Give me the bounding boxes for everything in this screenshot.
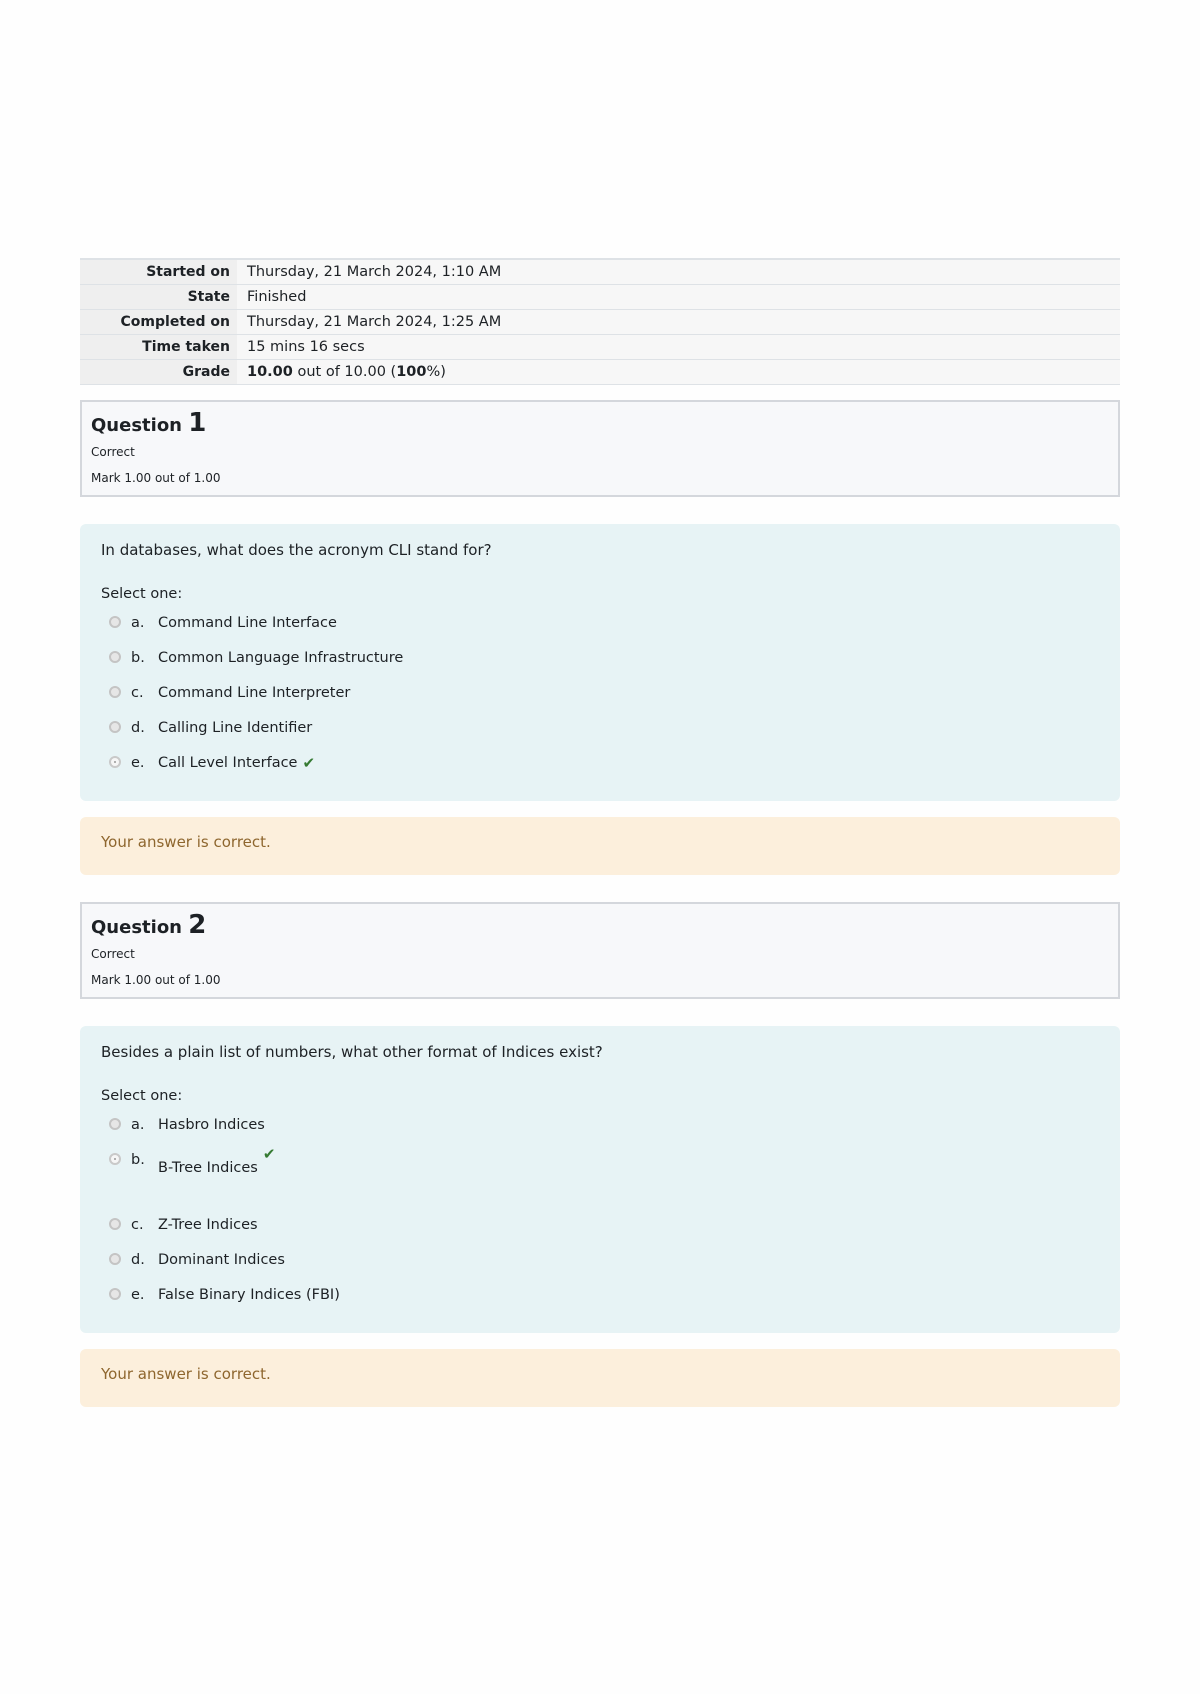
option-letter: b. [131, 650, 145, 666]
answer-feedback-1: Your answer is correct. [80, 817, 1120, 875]
grade-value [237, 360, 1120, 385]
summary-row-grade [80, 360, 1120, 385]
summary-row-started [80, 259, 1120, 285]
correct-check-icon: ✔ [262, 1145, 276, 1163]
question-word: Question [91, 415, 182, 436]
summary-row-completed [80, 310, 1120, 335]
answer-option-b[interactable] [101, 648, 1099, 668]
option-letter: c. [131, 1217, 144, 1233]
grade-out-of: out of 10.00 ( [292, 364, 397, 380]
answer-option-c[interactable] [101, 1215, 1099, 1235]
summary-label: Started on [80, 259, 237, 285]
grade-percent-suffix: %) [426, 364, 446, 380]
option-label: Call Level Interface [158, 755, 298, 771]
option-letter: c. [131, 685, 144, 701]
option-label: B-Tree Indices [158, 1160, 258, 1176]
question-mark: Mark 1.00 out of 1.00 [91, 973, 221, 987]
answer-option-d[interactable] [101, 718, 1099, 738]
answer-option-e[interactable] [101, 753, 1099, 773]
option-label: Common Language Infrastructure [158, 650, 404, 666]
question-mark: Mark 1.00 out of 1.00 [91, 471, 221, 485]
answer-prompt: Select one: [101, 1088, 183, 1104]
radio-button[interactable] [109, 616, 121, 628]
option-label: Dominant Indices [158, 1252, 285, 1268]
question-formulation-2 [80, 1026, 1120, 1333]
question-number: 2 [188, 910, 207, 940]
option-letter: b. [131, 1152, 145, 1168]
answer-prompt: Select one: [101, 586, 183, 602]
summary-value: Thursday, 21 March 2024, 1:10 AM [237, 259, 1120, 285]
answer-option-a[interactable] [101, 1115, 1099, 1135]
radio-button[interactable] [109, 651, 121, 663]
radio-button[interactable] [109, 1218, 121, 1230]
option-label: Hasbro Indices [158, 1117, 265, 1133]
option-letter: e. [131, 755, 145, 771]
question-info-2 [80, 902, 1120, 999]
answer-option-a[interactable] [101, 613, 1099, 633]
question-title [91, 912, 1109, 941]
summary-row-state [80, 285, 1120, 310]
question-state: Correct [91, 445, 135, 459]
radio-button-selected[interactable] [109, 756, 121, 768]
option-label: Z-Tree Indices [158, 1217, 258, 1233]
question-title [91, 410, 1109, 439]
option-label: False Binary Indices (FBI) [158, 1287, 340, 1303]
question-text: Besides a plain list of numbers, what other format of Indices exist? [101, 1043, 603, 1061]
question-word: Question [91, 917, 182, 938]
option-label: Calling Line Identifier [158, 720, 313, 736]
option-label: Command Line Interpreter [158, 685, 351, 701]
summary-label: Completed on [80, 310, 237, 335]
answer-feedback-2: Your answer is correct. [80, 1349, 1120, 1407]
summary-value: Finished [237, 285, 1120, 310]
question-text: In databases, what does the acronym CLI stand for? [101, 541, 492, 559]
answer-option-b[interactable] [101, 1145, 1099, 1200]
radio-button[interactable] [109, 1288, 121, 1300]
answer-option-d[interactable] [101, 1250, 1099, 1270]
option-label: Command Line Interface [158, 615, 337, 631]
correct-check-icon: ✔ [302, 754, 316, 772]
answer-option-c[interactable] [101, 683, 1099, 703]
option-letter: d. [131, 1252, 145, 1268]
quiz-review [80, 258, 1120, 1407]
option-letter: a. [131, 615, 145, 631]
attempt-summary-table [80, 258, 1120, 385]
question-state: Correct [91, 947, 135, 961]
radio-button[interactable] [109, 1118, 121, 1130]
summary-label: Time taken [80, 335, 237, 360]
summary-label: State [80, 285, 237, 310]
summary-value: 15 mins 16 secs [237, 335, 1120, 360]
summary-row-time [80, 335, 1120, 360]
radio-button[interactable] [109, 1253, 121, 1265]
answer-option-e[interactable] [101, 1285, 1099, 1305]
question-number: 1 [188, 408, 207, 438]
radio-button-selected[interactable] [109, 1153, 121, 1165]
answer-options [101, 1115, 1099, 1305]
option-letter: a. [131, 1117, 145, 1133]
radio-button[interactable] [109, 686, 121, 698]
option-letter: d. [131, 720, 145, 736]
answer-options [101, 613, 1099, 773]
summary-label: Grade [80, 360, 237, 385]
radio-button[interactable] [109, 721, 121, 733]
question-formulation-1 [80, 524, 1120, 801]
question-info-1 [80, 400, 1120, 497]
summary-value: Thursday, 21 March 2024, 1:25 AM [237, 310, 1120, 335]
grade-percent: 100 [396, 364, 427, 380]
option-letter: e. [131, 1287, 145, 1303]
grade-score: 10.00 [247, 364, 293, 380]
